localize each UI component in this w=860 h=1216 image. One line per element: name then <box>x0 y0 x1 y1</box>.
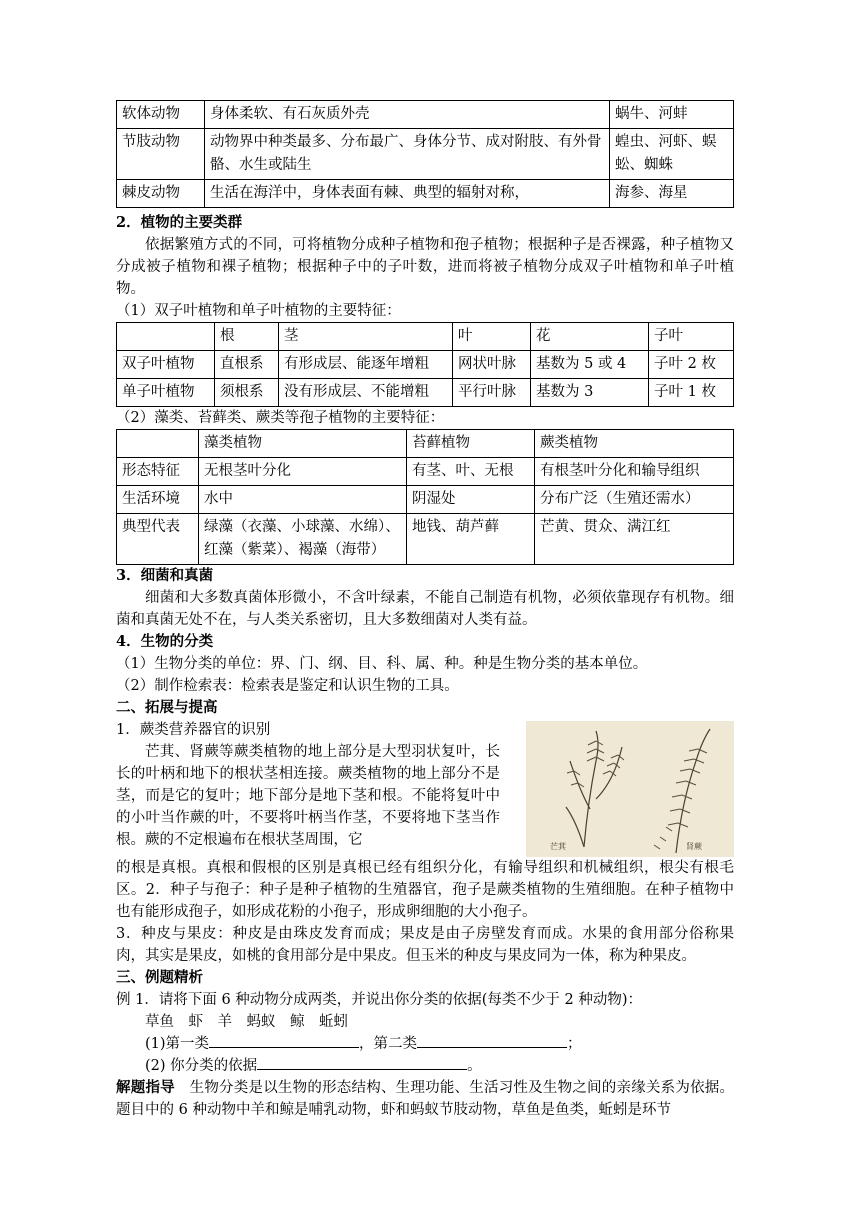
animal-list: 草鱼 虾 羊 蚂蚁 鲸 蚯蚓 <box>145 1014 348 1030</box>
answer-blank[interactable] <box>417 1033 567 1048</box>
table-cell: 棘皮动物 <box>117 180 205 208</box>
table-cell: 海参、海星 <box>610 180 734 208</box>
paragraph: 细菌和大多数真菌体形微小，不含叶绿素，不能自己制造有机物，必须依靠现存有机物。细菌和真菌无处不在，与人类关系密切，且大多数细菌对人类有益。 <box>116 590 734 628</box>
question-punct: 。 <box>467 1058 482 1074</box>
section-heading: 2．植物的主要类群 <box>116 214 243 231</box>
table-cell: 动物界中种类最多、分布最广、身体分节、成对附肢、有外骨骼、水生或陆生 <box>205 129 610 180</box>
table-cell: 典型代表 <box>117 514 199 565</box>
table-row <box>117 458 734 486</box>
table-cell: 子叶 1 枚 <box>649 379 734 407</box>
header-cell: 茎 <box>279 323 453 351</box>
table-cell: 软体动物 <box>117 101 205 129</box>
table-cell: 须根系 <box>215 379 279 407</box>
table-cell: 地钱、葫芦藓 <box>407 514 535 565</box>
header-cell: 苔藓植物 <box>407 430 535 458</box>
section-heading: 二、拓展与提高 <box>116 699 218 716</box>
header-cell <box>117 430 199 458</box>
spore-plant-table <box>116 429 734 565</box>
table-cell: 形态特征 <box>117 458 199 486</box>
table-cell: 绿藻（衣藻、小球藻、水绵）、红藻（紫菜）、褐藻（海带） <box>199 514 407 565</box>
table-cell: 基数为 5 或 4 <box>531 351 649 379</box>
guide-label: 解题指导 <box>116 1079 175 1096</box>
answer-blank[interactable] <box>257 1055 467 1070</box>
table-cell: 有形成层、能逐年增粗 <box>279 351 453 379</box>
animal-table <box>116 100 734 208</box>
table-header-row <box>117 323 734 351</box>
paragraph: 芒萁、肾蕨等蕨类植物的地上部分是大型羽状复叶，长长的叶柄和地下的根状茎相连接。蕨类植物的地上部分不是茎，而是它的复叶；地下部分是地下茎和根。不能将复叶中的小叶当作蕨的叶，不要将叶柄当作茎，不要将地下茎当作根。蕨的不定根遍布在根状茎周围，它 <box>116 744 500 848</box>
table-cell: 有茎、叶、无根 <box>407 458 535 486</box>
table-cell: 基数为 3 <box>531 379 649 407</box>
answer-blank[interactable] <box>209 1033 359 1048</box>
table-cell: 分布广泛（生殖还需水） <box>535 486 734 514</box>
table-row <box>117 379 734 407</box>
table-header-row <box>117 430 734 458</box>
table-cell: 直根系 <box>215 351 279 379</box>
fern-illustration <box>526 721 734 857</box>
header-cell: 藻类植物 <box>199 430 407 458</box>
document-page <box>116 100 734 1121</box>
question-punct: ； <box>567 1036 582 1052</box>
question-label: (1)第一类 <box>145 1036 210 1052</box>
table-row <box>117 486 734 514</box>
header-cell: 子叶 <box>649 323 734 351</box>
angiosperm-table <box>116 322 734 407</box>
table-cell: 没有形成层、不能增粗 <box>279 379 453 407</box>
subheading: （2）藻类、苔藓类、蕨类等孢子植物的主要特征： <box>116 410 445 426</box>
section-heading: 三、例题精析 <box>116 969 203 986</box>
table-cell: 平行叶脉 <box>453 379 531 407</box>
header-cell: 花 <box>531 323 649 351</box>
subheading: （1）双子叶植物和单子叶植物的主要特征： <box>116 303 401 319</box>
paragraph: 依据繁殖方式的不同，可将植物分成种子植物和孢子植物；根据种子是否裸露，种子植物又分成被子植物和裸子植物；根据种子中的子叶数，进而将被子植物分成双子叶植物和单子叶植物。 <box>116 237 734 297</box>
fern-drawing-icon <box>526 721 734 857</box>
paragraph: 的根是真根。真根和假根的区别是真根已经有组织分化，有输导组织和机械组织，根尖有根毛区。2．种子与孢子：种子是种子植物的生殖器官，孢子是蕨类植物的生殖细胞。在种子植物中也有能形成孢子，如形成花粉的小孢子，形成卵细胞的大小孢子。 <box>116 860 734 920</box>
table-cell: 节肢动物 <box>117 129 205 180</box>
image-label-left: 芒萁 <box>550 842 566 851</box>
header-cell: 蕨类植物 <box>535 430 734 458</box>
table-cell: 身体柔软、有石灰质外壳 <box>205 101 610 129</box>
table-cell: 生活环境 <box>117 486 199 514</box>
table-row <box>117 351 734 379</box>
table-row <box>117 129 734 180</box>
question-label: ，第二类 <box>359 1036 418 1052</box>
table-row <box>117 101 734 129</box>
subheading: 1．蕨类营养器官的识别 <box>116 722 271 738</box>
table-cell: 无根茎叶分化 <box>199 458 407 486</box>
table-cell: 双子叶植物 <box>117 351 215 379</box>
section-heading: 3．细菌和真菌 <box>116 567 214 584</box>
guide-text: 生物分类是以生物的形态结构、生理功能、生活习性及生物之间的亲缘关系为依据。题目中的 6 种动物中羊和鲸是哺乳动物，虾和蚂蚁节肢动物，草鱼是鱼类，蚯蚓是环节 <box>116 1080 735 1118</box>
table-cell: 水中 <box>199 486 407 514</box>
header-cell: 根 <box>215 323 279 351</box>
list-item: （1）生物分类的单位：界、门、纲、目、科、属、种。种是生物分类的基本单位。 <box>116 656 648 672</box>
table-cell: 蜗牛、河蚌 <box>610 101 734 129</box>
table-cell: 有根茎叶分化和输导组织 <box>535 458 734 486</box>
question-line-1 <box>116 1033 734 1055</box>
fern-section <box>116 719 734 857</box>
section-heading: 4．生物的分类 <box>116 633 214 650</box>
image-label-right: 肾蕨 <box>686 842 702 851</box>
paragraph: 3．种皮与果皮：种皮是由珠皮发育而成；果皮是由子房壁发育而成。水果的食用部分俗称果肉，其实是果皮，如桃的食用部分是中果皮。但玉米的种皮与果皮同为一体，称为种果皮。 <box>116 926 734 964</box>
question-label: (2) 你分类的依据 <box>145 1058 258 1074</box>
fern-text <box>116 719 500 857</box>
table-row <box>117 180 734 208</box>
table-row <box>117 514 734 565</box>
table-cell: 芒黄、贯众、满江红 <box>535 514 734 565</box>
question-line-2 <box>116 1055 734 1077</box>
table-cell: 蝗虫、河虾、蜈蚣、蜘蛛 <box>610 129 734 180</box>
table-cell: 子叶 2 枚 <box>649 351 734 379</box>
table-cell: 单子叶植物 <box>117 379 215 407</box>
header-cell <box>117 323 215 351</box>
list-item: （2）制作检索表：检索表是鉴定和认识生物的工具。 <box>116 678 459 694</box>
header-cell: 叶 <box>453 323 531 351</box>
example-question: 例 1．请将下面 6 种动物分成两类，并说出你分类的依据(每类不少于 2 种动物)： <box>116 992 643 1008</box>
table-cell: 生活在海洋中，身体表面有棘、典型的辐射对称， <box>205 180 610 208</box>
table-cell: 网状叶脉 <box>453 351 531 379</box>
guide-paragraph <box>116 1077 734 1121</box>
table-cell: 阴湿处 <box>407 486 535 514</box>
